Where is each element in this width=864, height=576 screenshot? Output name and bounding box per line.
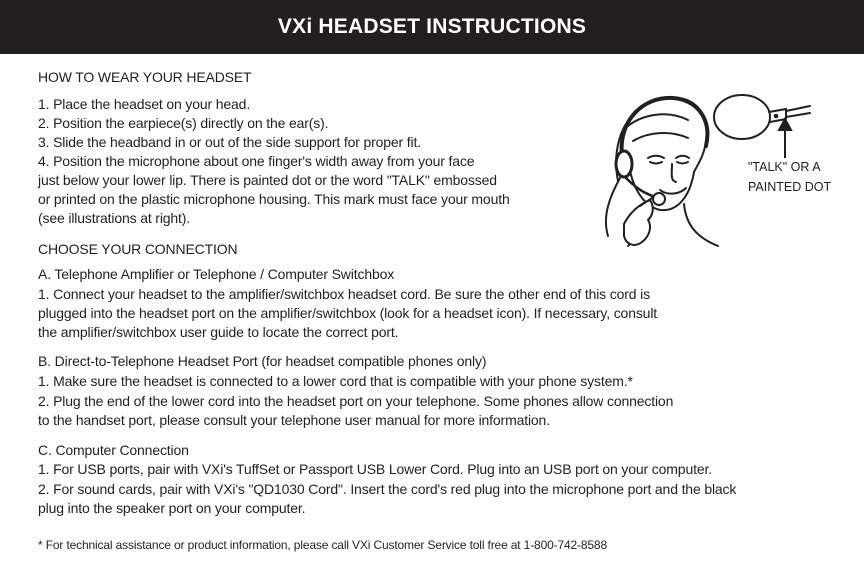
wear-step-4: 4. Position the microphone about one finger's width away from your face: [38, 153, 475, 169]
wear-step-4-cont-3: (see illustrations at right).: [38, 210, 191, 226]
footnote: * For technical assistance or product information, please call VXi Customer Service toll free at 1-800-742-8588: [38, 538, 607, 552]
section-b-title: B. Direct-to-Telephone Headset Port (for headset compatible phones only): [38, 353, 487, 369]
section-c-title: C. Computer Connection: [38, 442, 189, 458]
section-b-line-2: 2. Plug the end of the lower cord into the headset port on your telephone. Some phones allow connection: [38, 393, 674, 409]
section-a-title: A. Telephone Amplifier or Telephone / Computer Switchbox: [38, 266, 395, 282]
section-c-line-1: 1. For USB ports, pair with VXi's TuffSet or Passport USB Lower Cord. Plug into an USB port on your computer.: [38, 461, 712, 477]
wear-step-2: 2. Position the earpiece(s) directly on the ear(s).: [38, 115, 329, 131]
section-c-line-3: plug into the speaker port on your computer.: [38, 500, 306, 516]
section-b-line-1: 1. Make sure the headset is connected to a lower cord that is compatible with your phone system.*: [38, 373, 633, 389]
wear-heading: HOW TO WEAR YOUR HEADSET: [38, 69, 252, 85]
callout-label-line-1: "TALK" OR A: [748, 160, 821, 174]
wear-step-1: 1. Place the headset on your head.: [38, 96, 251, 112]
wear-step-4-cont-2: or printed on the plastic microphone housing. This mark must face your mouth: [38, 191, 510, 207]
section-a-line-1: 1. Connect your headset to the amplifier/switchbox headset cord. Be sure the other end of this cord is: [38, 286, 650, 302]
microphone-closeup: [714, 95, 810, 139]
wear-step-3: 3. Slide the headband in or out of the side support for proper fit.: [38, 134, 421, 150]
person-wearing-headset: [606, 97, 718, 246]
section-a-line-2: plugged into the headset port on the amplifier/switchbox (look for a headset icon). If necessary, consult: [38, 305, 658, 321]
title-banner: [0, 0, 864, 54]
connection-heading: CHOOSE YOUR CONNECTION: [38, 241, 238, 257]
callout-arrow: [779, 119, 791, 158]
page-title: VXi HEADSET INSTRUCTIONS: [277, 15, 587, 38]
section-c-line-2: 2. For sound cards, pair with VXi's "QD1030 Cord". Insert the cord's red plug into the microphone port and the black: [38, 481, 737, 497]
section-a-line-3: the amplifier/switchbox user guide to locate the correct port.: [38, 324, 399, 340]
section-b-line-3: to the handset port, please consult your telephone user manual for more information.: [38, 412, 550, 428]
wear-step-4-cont-1: just below your lower lip. There is painted dot or the word "TALK" embossed: [38, 172, 497, 188]
callout-label-line-2: PAINTED DOT: [748, 180, 832, 194]
headset-illustration: [588, 86, 838, 266]
